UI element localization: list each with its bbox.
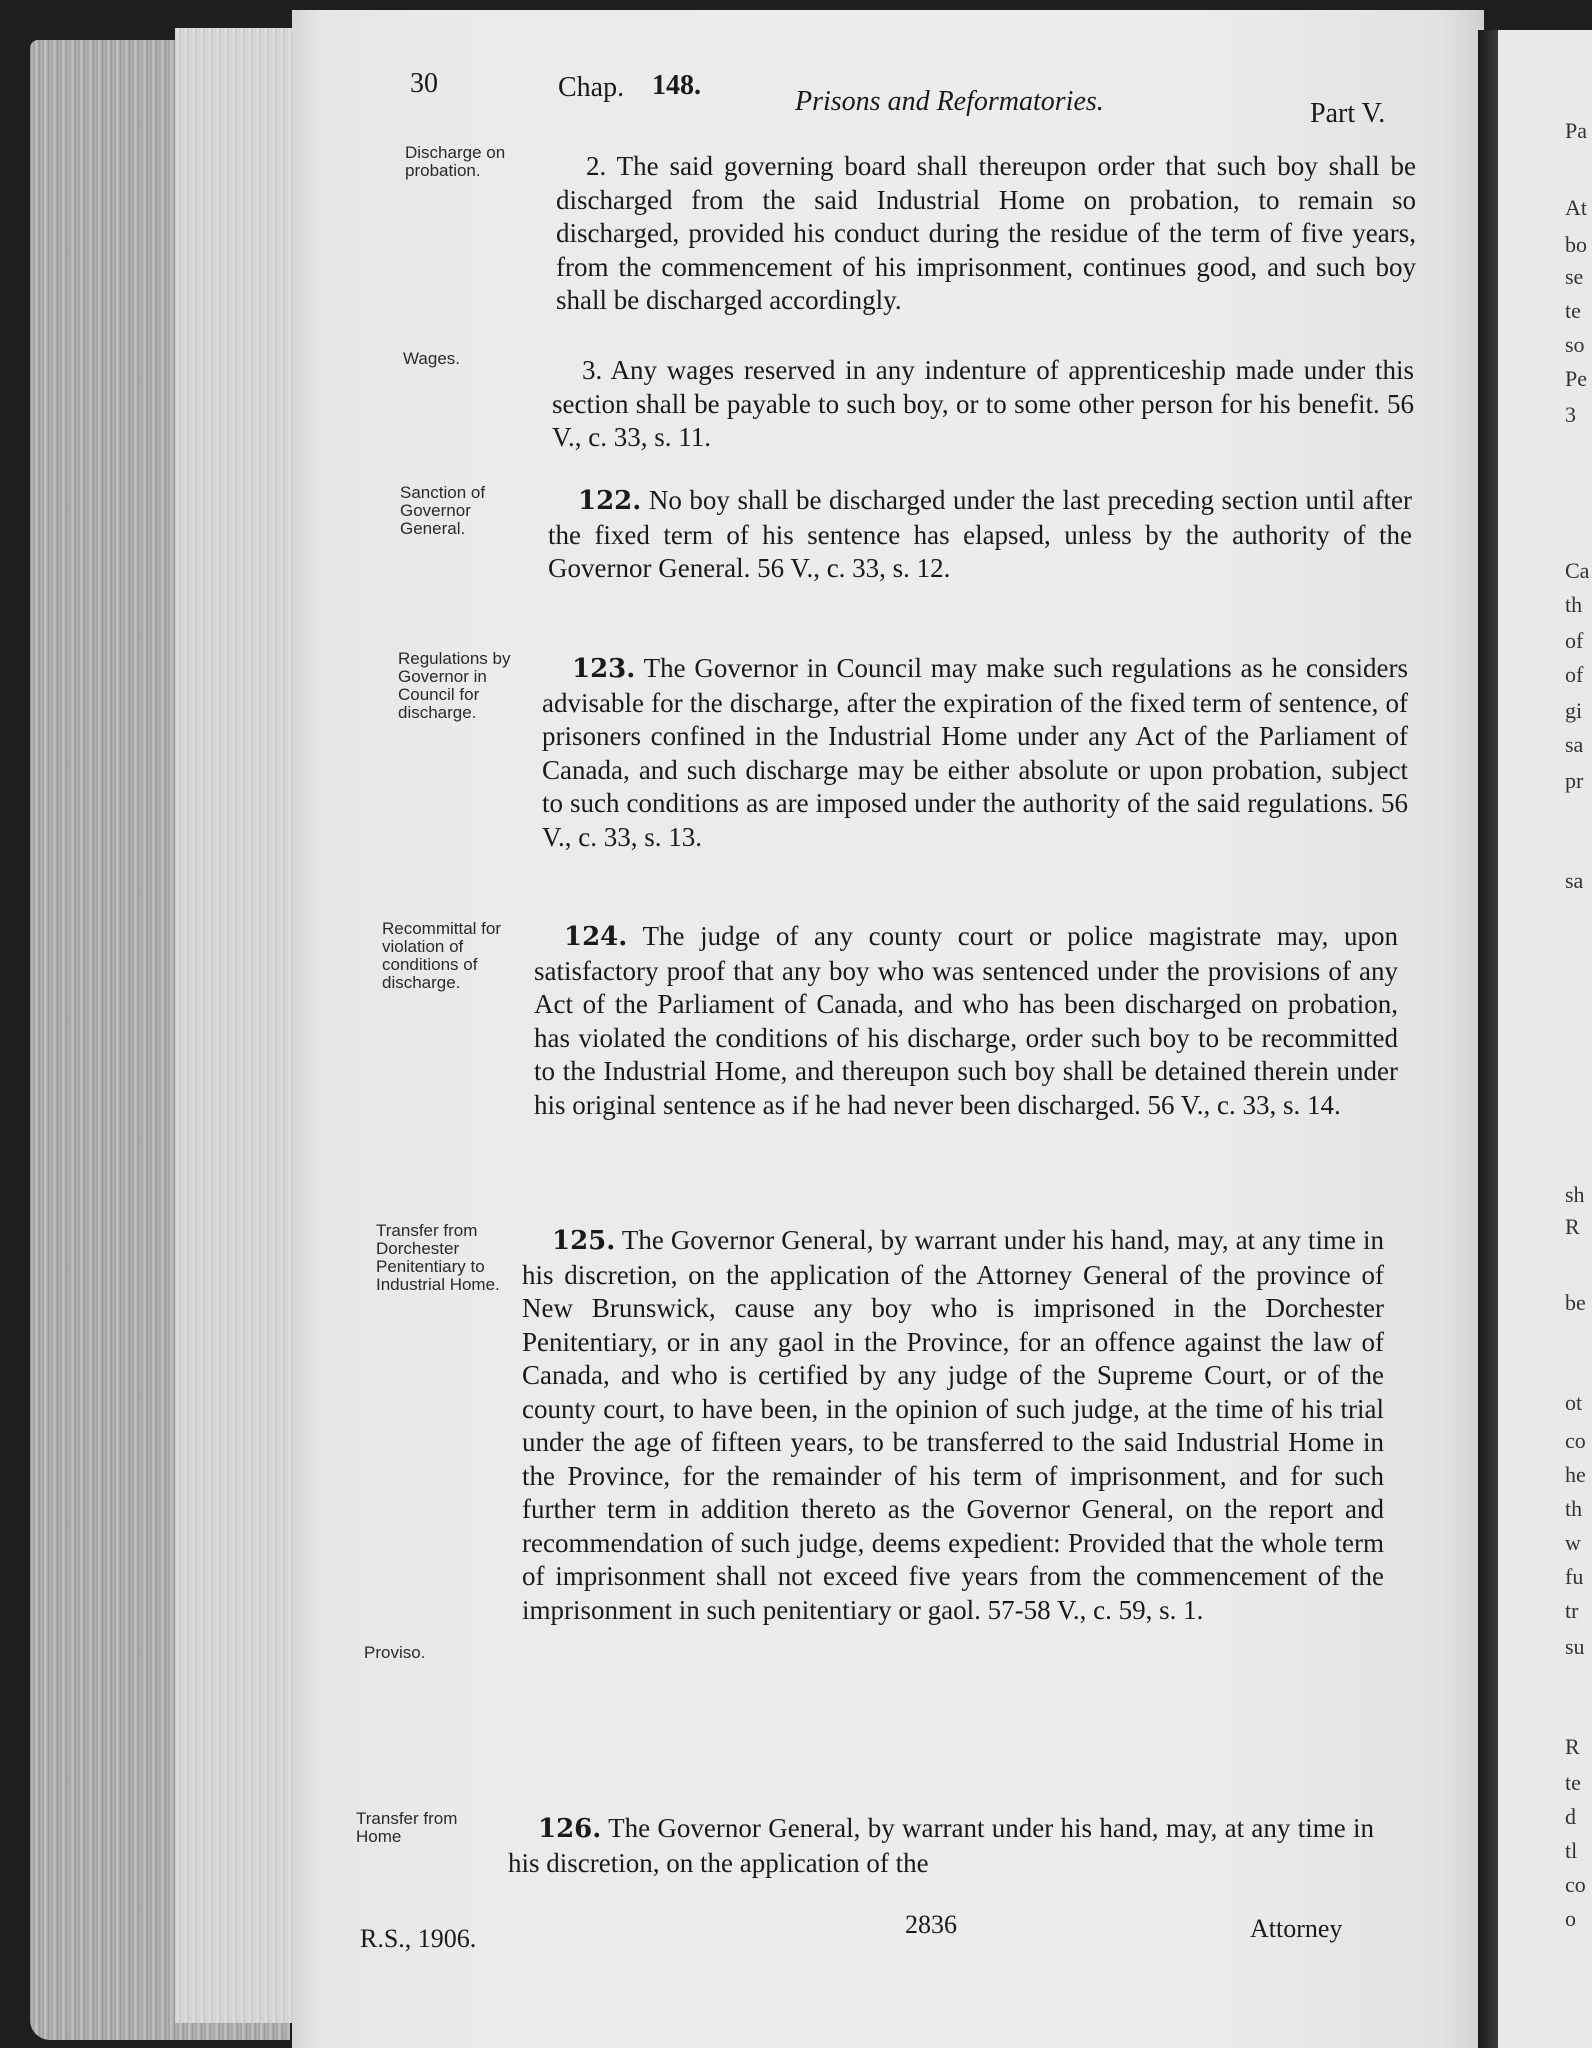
facing-fragment: gi	[1565, 698, 1583, 723]
facing-fragment: 3	[1565, 402, 1576, 427]
facing-fragment: sh	[1565, 1182, 1585, 1207]
section-number: 124.	[564, 922, 628, 952]
facing-fragment: be	[1565, 1290, 1586, 1315]
section-text: 3. Any wages reserved in any indenture of apprenticeship made under this section shall be payable to such boy, or to some other person for his benefit. 56 V., c. 33, s. 11.	[552, 355, 1414, 452]
chapter-number: 148.	[652, 70, 701, 101]
section-paragraph	[542, 652, 1408, 854]
facing-fragment: pr	[1565, 768, 1584, 793]
facing-fragment: ot	[1565, 1390, 1583, 1415]
section-text: The Governor in Council may make such regulations as he considers advisable for the discharge, after the expiration of the fixed term of sentence, of prisoners confined in the Industrial Home under any Act of the Parliament of Canada, and such discharge may be either absolute or upon probation, subject to such conditions as are imposed under the authority of the said regulations. 56 V., c. 33, s. 13.	[542, 653, 1409, 852]
footer-catchword: Attorney	[1250, 1914, 1343, 1943]
book-gutter	[1478, 30, 1498, 2048]
footer-edition: R.S., 1906.	[360, 1924, 477, 1953]
marginal-note: Regulations by Governor in Council for discharge.	[398, 649, 511, 722]
facing-fragment: bo	[1565, 232, 1587, 257]
facing-fragment: Pe	[1565, 366, 1587, 391]
marginal-note: Transfer from Home	[356, 1809, 458, 1846]
facing-fragment: w	[1565, 1530, 1581, 1555]
facing-fragment: sa	[1565, 868, 1584, 893]
section-text: 2. The said governing board shall thereupon order that such boy shall be discharged from the said Industrial Home on probation, to remain so discharged, provided his conduct during the residue of the term of five years, from the commencement of his imprisonment, continues good, and such boy shall be discharged accordingly.	[556, 151, 1416, 315]
facing-fragment: he	[1565, 1462, 1586, 1487]
part-label: Part V.	[1310, 98, 1386, 129]
facing-fragment: tr	[1565, 1598, 1579, 1623]
section-paragraph	[534, 920, 1398, 1122]
section-number: 126.	[538, 1814, 602, 1844]
page-number: 30	[410, 68, 438, 99]
facing-fragment: At	[1565, 195, 1587, 220]
facing-fragment: te	[1565, 1770, 1581, 1795]
facing-fragment: Pa	[1565, 118, 1587, 143]
marginal-note: Wages.	[403, 349, 461, 368]
marginal-note: Sanction of Governor General.	[400, 483, 486, 538]
facing-fragment: Ca	[1565, 558, 1590, 583]
facing-fragment: R	[1565, 1734, 1580, 1759]
facing-fragment: co	[1565, 1428, 1586, 1453]
facing-fragment: th	[1565, 1496, 1583, 1521]
marginal-note: Transfer from Dorchester Penitentiary to Industrial Home.	[376, 1221, 500, 1294]
section-text: The Governor General, by warrant under his hand, may, at any time in his discretion, on the application of the	[508, 1813, 1375, 1878]
section-number: 122.	[578, 486, 642, 516]
facing-page-text	[1565, 0, 1592, 2048]
section-paragraph	[556, 150, 1416, 318]
section-paragraph	[508, 1812, 1374, 1880]
section-text: The judge of any county court or police magistrate may, upon satisfactory proof that any boy who was sentenced under the provisions of any Act of the Parliament of Canada, and who has been discharged on probation, has violated the conditions of his discharge, order such boy to be recommitted to the Industrial Home, and thereupon such boy shall be detained therein under his original sentence as if he had never been discharged. 56 V., c. 33, s. 14.	[534, 921, 1398, 1120]
section-text: No boy shall be discharged under the last preceding section until after the fixed term of his sentence has elapsed, unless by the authority of the Governor General. 56 V., c. 33, s. 12.	[548, 485, 1413, 583]
section-number: 123.	[572, 654, 636, 684]
running-title: Prisons and Reformatories.	[795, 86, 1104, 117]
footer-page-number: 2836	[905, 1910, 957, 1939]
section-paragraph	[522, 1224, 1384, 1627]
facing-fragment: co	[1565, 1872, 1586, 1897]
facing-fragment: te	[1565, 298, 1581, 323]
facing-fragment: su	[1565, 1634, 1585, 1659]
section-paragraph	[548, 484, 1412, 586]
facing-fragment: fu	[1565, 1564, 1584, 1589]
chapter-label: Chap.	[558, 72, 625, 103]
marginal-note: Recommittal for violation of conditions of discharge.	[382, 919, 502, 992]
facing-fragment: R	[1565, 1214, 1580, 1239]
section-paragraph	[552, 354, 1414, 455]
facing-fragment: th	[1565, 592, 1583, 617]
facing-fragment: of	[1565, 662, 1584, 687]
book-page-edges-inner	[175, 28, 295, 2023]
facing-fragment: so	[1565, 332, 1585, 357]
facing-fragment: of	[1565, 628, 1584, 653]
marginal-note-proviso: Proviso.	[364, 1643, 426, 1662]
facing-fragment: se	[1565, 264, 1584, 289]
section-text: The Governor General, by warrant under his hand, may, at any time in his discretion, on the application of the Attorney General of the province of New Brunswick, cause any boy who is imprisoned in the Dorchester Penitentiary, or in any gaol in the Province, for an offence against the law of Canada, and who is certified by any judge of the Supreme Court, or of the county court, to have been, in the opinion of such judge, at the time of his trial under the age of fifteen years, to be transferred to the said Industrial Home in the Province, for the remainder of his term of imprisonment, and for such further term in addition thereto as the Governor General, on the report and recommendation of such judge, deems expedient: Provided that the whole term of imprisonment shall not exceed five years from the commencement of the imprisonment in such penitentiary or gaol. 57-58 V., c. 59, s. 1.	[522, 1225, 1385, 1625]
marginal-note: Discharge on probation.	[405, 143, 506, 180]
section-number: 125.	[552, 1226, 616, 1256]
facing-fragment: sa	[1565, 732, 1584, 757]
facing-fragment: d	[1565, 1804, 1576, 1829]
facing-fragment: o	[1565, 1906, 1576, 1931]
facing-fragment: tl	[1565, 1838, 1578, 1863]
